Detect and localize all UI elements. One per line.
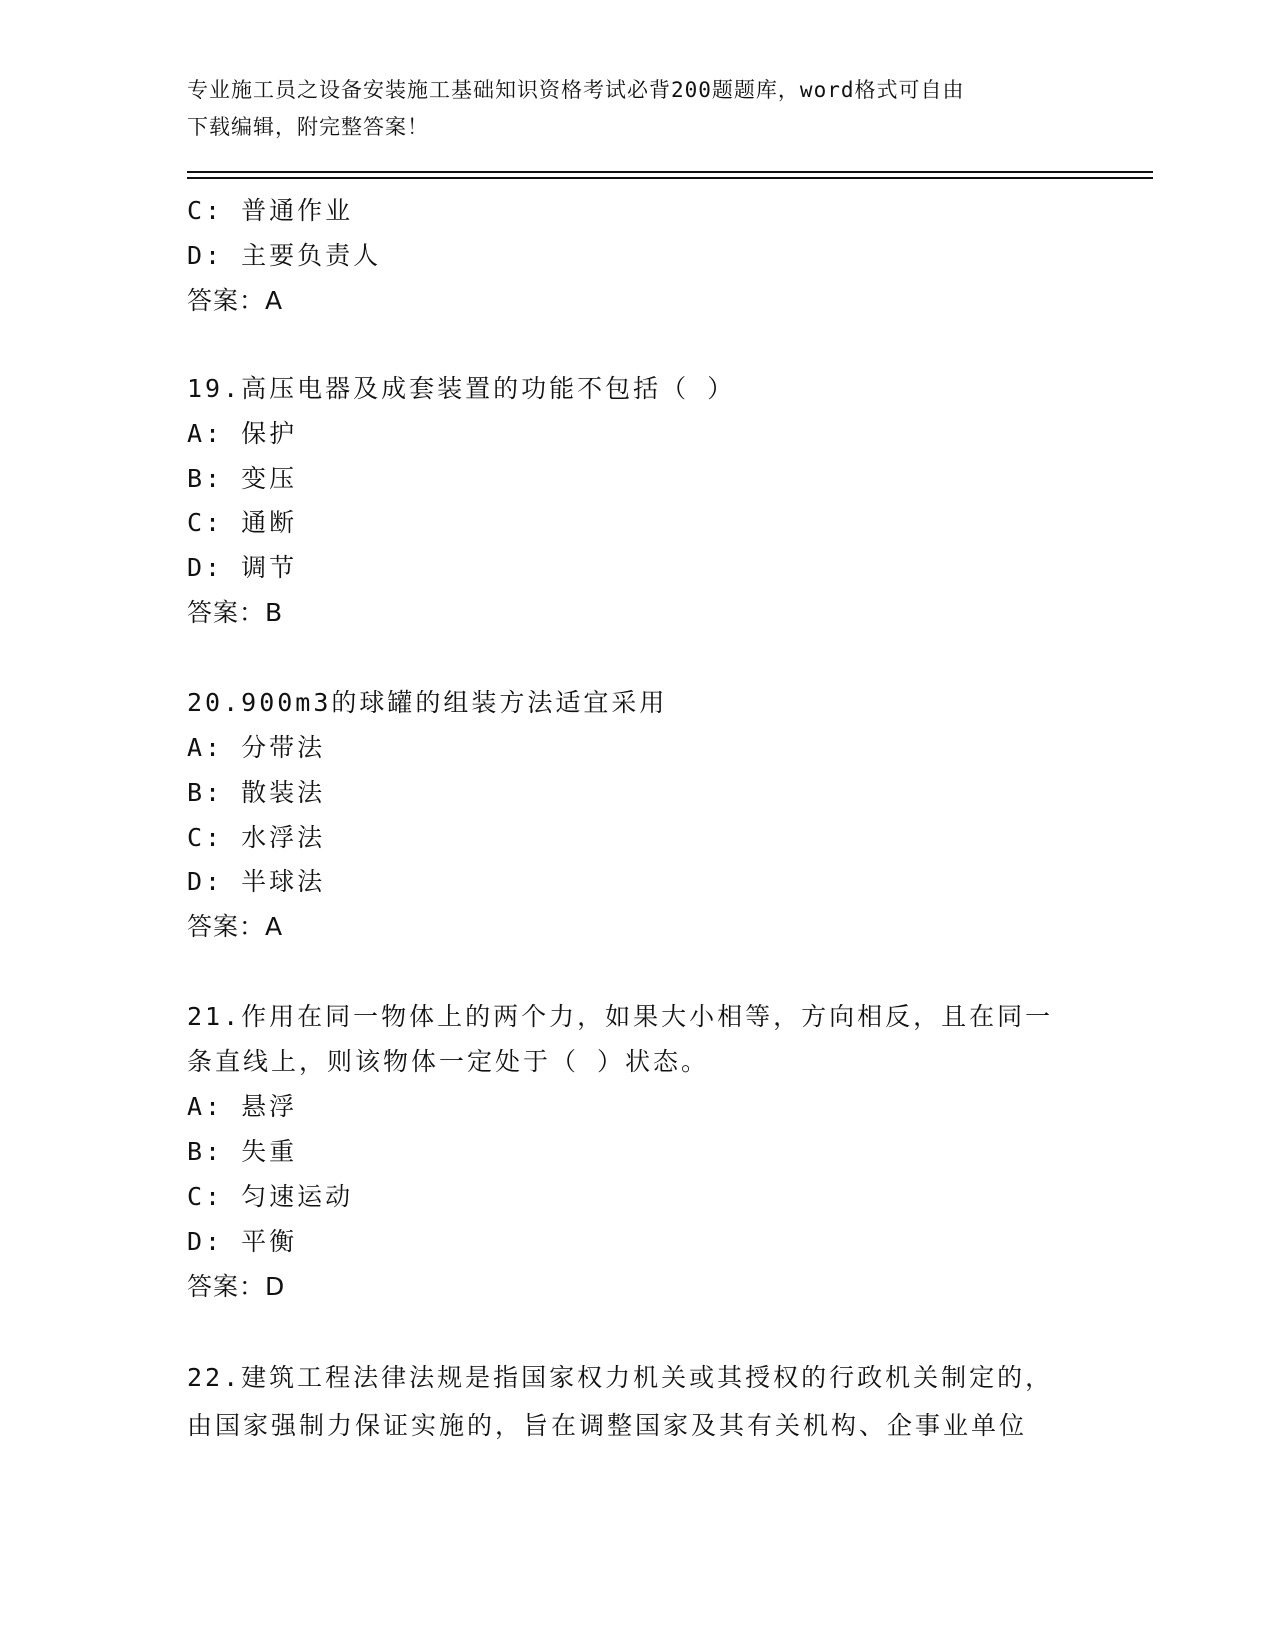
option-c: C: 普通作业	[187, 196, 354, 225]
option-c: C: 水浮法	[187, 823, 326, 852]
question-stem: 21.作用在同一物体上的两个力，如果大小相等，方向相反，且在同一	[187, 1002, 1054, 1031]
option-d: D: 主要负责人	[187, 241, 382, 270]
question-stem: 20.900m3的球罐的组装方法适宜采用	[187, 688, 668, 717]
option-d: D: 半球法	[187, 867, 326, 896]
header-divider	[187, 177, 1153, 179]
option-a: A: 分带法	[187, 733, 326, 762]
question-stem: 由国家强制力保证实施的，旨在调整国家及其有关机构、企事业单位	[187, 1411, 1028, 1440]
option-a: A: 悬浮	[187, 1092, 298, 1121]
header-line-2: 下载编辑，附完整答案！	[187, 115, 429, 139]
option-b: B: 失重	[187, 1137, 298, 1166]
document-header	[187, 72, 1067, 146]
option-d: D: 调节	[187, 553, 298, 582]
answer-line: 答案：A	[187, 912, 284, 941]
answer-line: 答案：B	[187, 598, 284, 627]
header-line-1: 专业施工员之设备安装施工基础知识资格考试必背200题题库，word格式可自由	[187, 78, 965, 102]
option-c: C: 匀速运动	[187, 1182, 354, 1211]
option-a: A: 保护	[187, 419, 298, 448]
option-b: B: 散装法	[187, 778, 326, 807]
answer-line: 答案：D	[187, 1272, 286, 1301]
option-d: D: 平衡	[187, 1227, 298, 1256]
question-stem: 22.建筑工程法律法规是指国家权力机关或其授权的行政机关制定的，	[187, 1363, 1054, 1392]
answer-line: 答案：A	[187, 286, 284, 315]
header-divider	[187, 171, 1153, 173]
question-stem: 19.高压电器及成套装置的功能不包括（ ）	[187, 374, 736, 403]
option-c: C: 通断	[187, 508, 298, 537]
option-b: B: 变压	[187, 464, 298, 493]
question-stem: 条直线上，则该物体一定处于（ ）状态。	[187, 1047, 710, 1076]
